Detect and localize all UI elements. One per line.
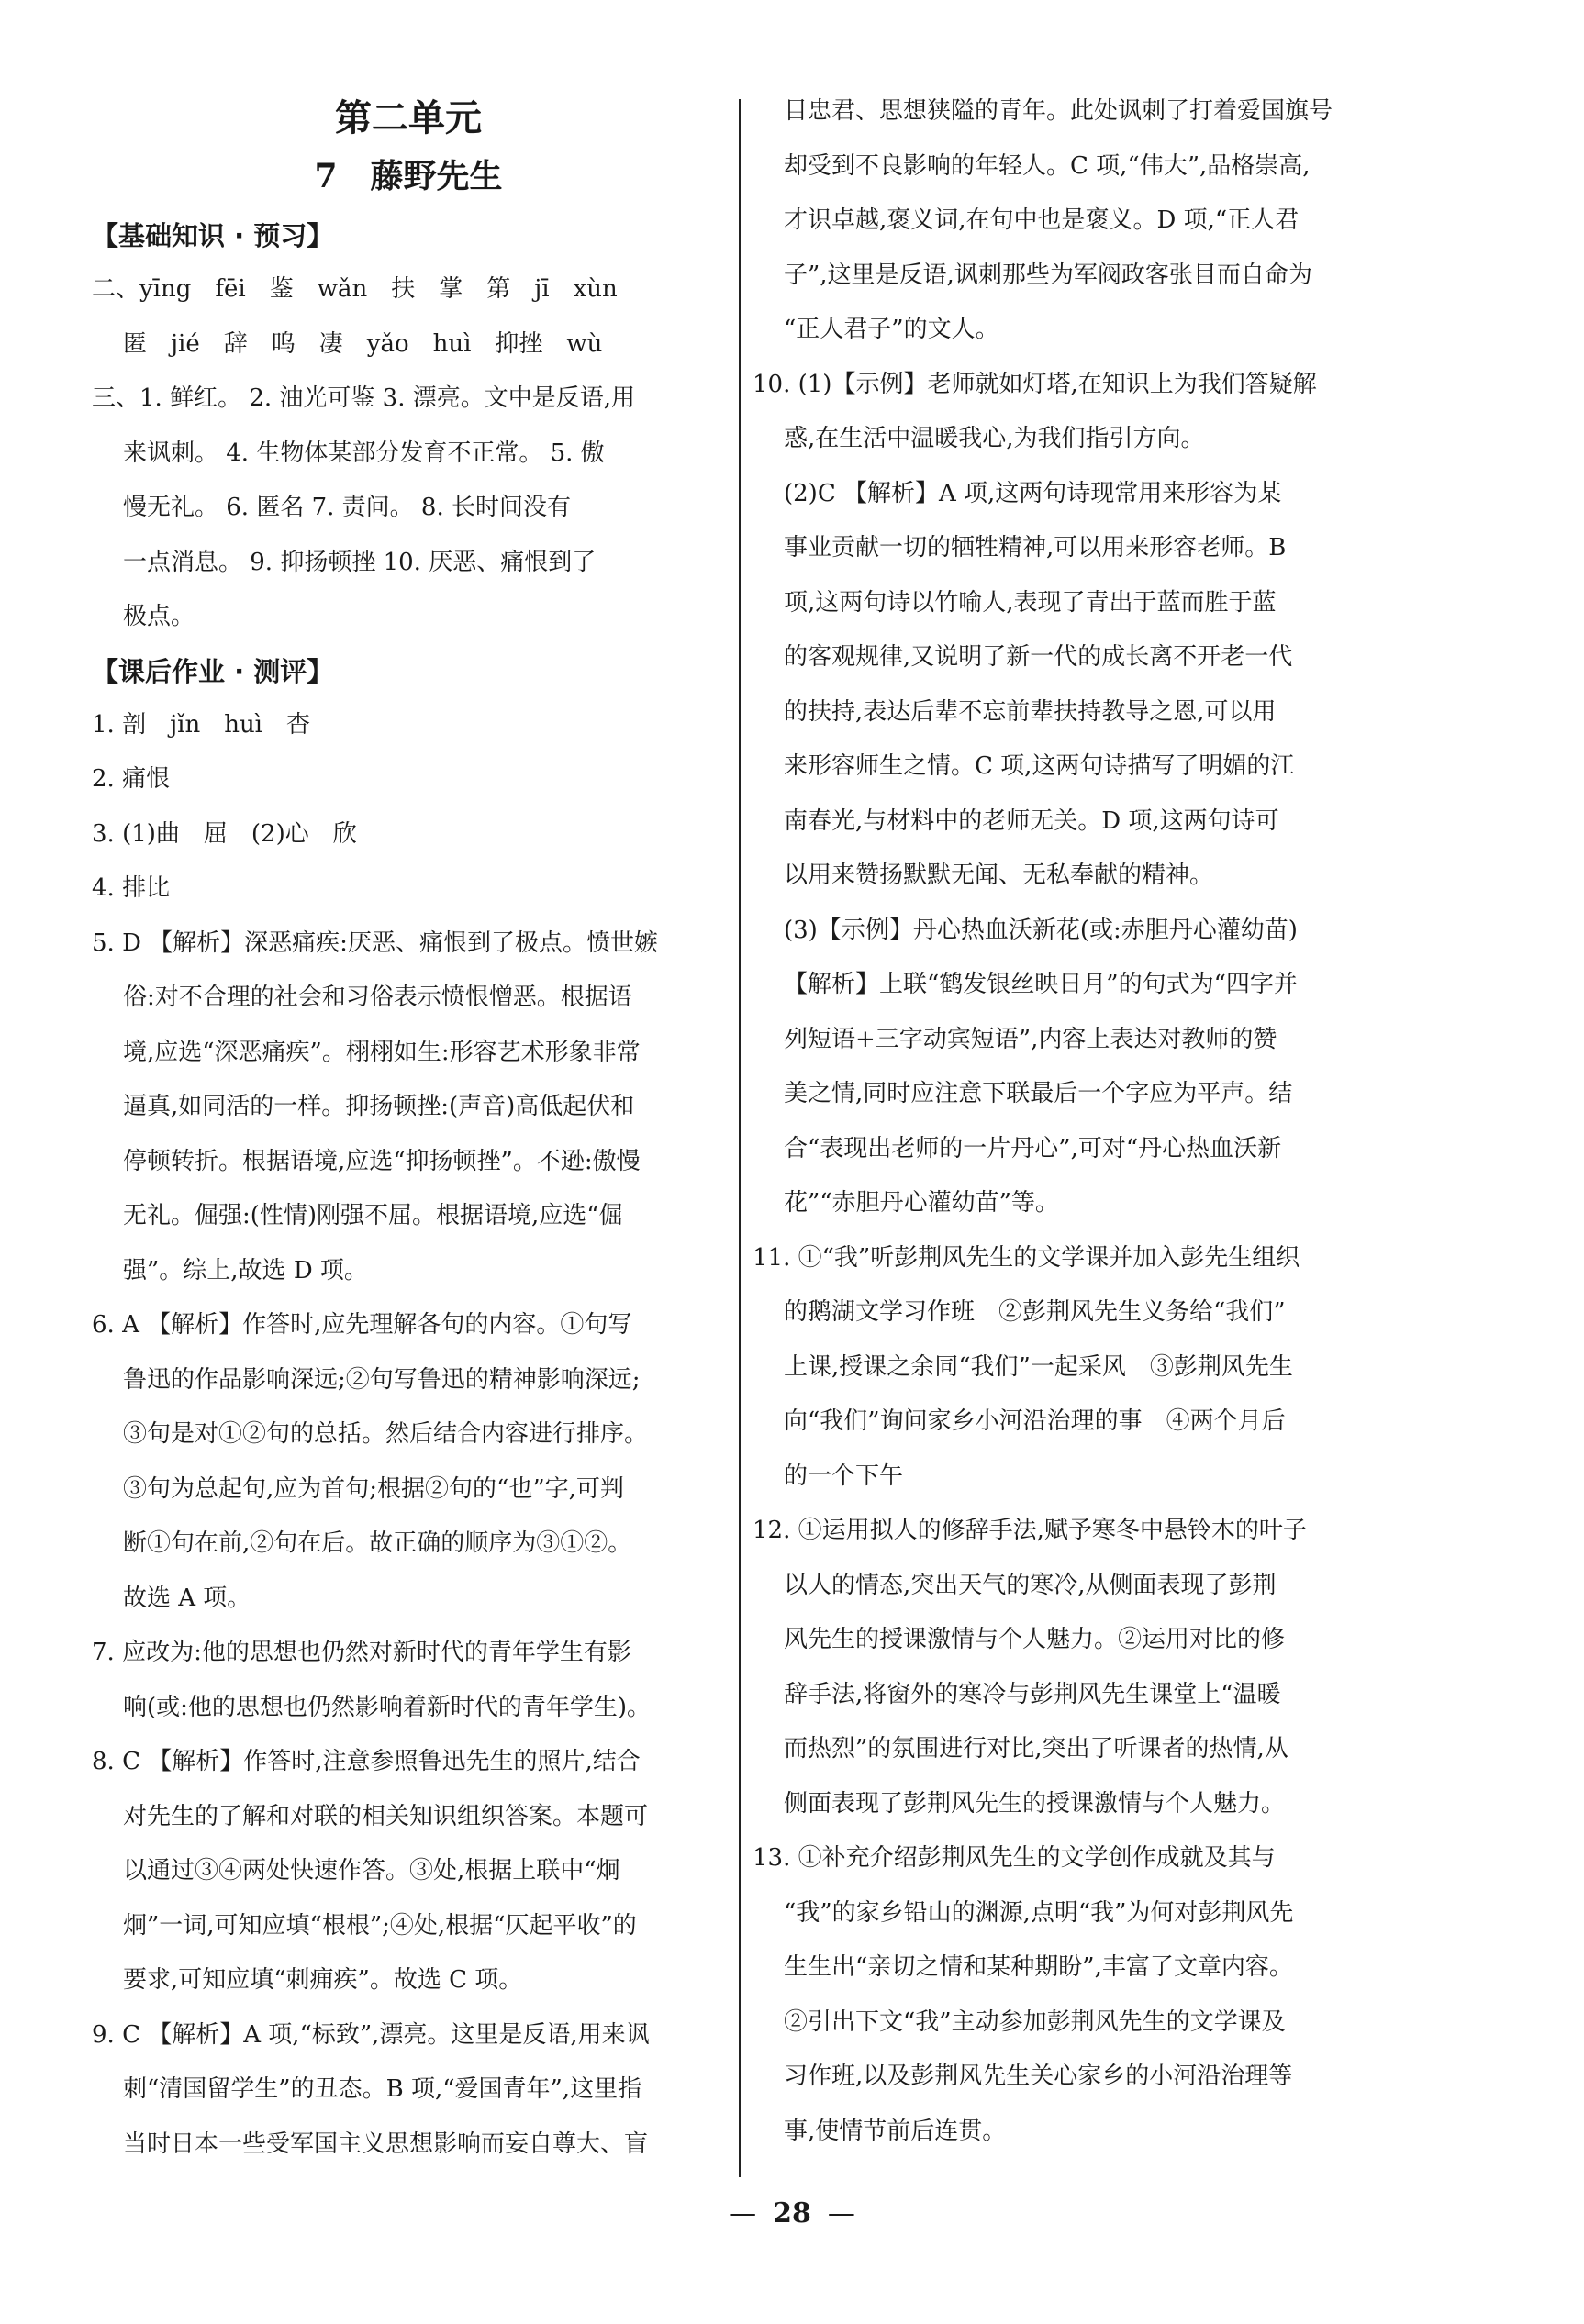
page-number: 28 bbox=[773, 2197, 811, 2229]
answer-1: 1. 剖 jǐn huì 杳 bbox=[92, 710, 310, 739]
answer-3: 3. (1)曲 屈 (2)心 欣 bbox=[92, 819, 357, 848]
text-line: 刺“清国留学生”的丑态。B 项,“爱国青年”,这里指 bbox=[123, 2075, 642, 2103]
footer-dash: — bbox=[827, 2197, 855, 2229]
text-line: 生生出“亲切之情和某种期盼”,丰富了文章内容。 bbox=[784, 1953, 1293, 1981]
text-line: 慢无礼。 6. 匿名 7. 责问。 8. 长时间没有 bbox=[123, 494, 572, 521]
pinyin-line: 二、yīng fēi 鉴 wǎn 扶 掌 第 jī xùn bbox=[92, 275, 618, 303]
text-line: 三、1. 鲜红。 2. 油光可鉴 3. 漂亮。文中是反语,用 bbox=[92, 384, 636, 412]
text-line: 极点。 bbox=[123, 603, 195, 630]
text-line: (3)【示例】丹心热血沃新花(或:赤胆丹心灌幼苗) bbox=[784, 916, 1298, 944]
text-line: 辞手法,将窗外的寒冷与彭荆风先生课堂上“温暖 bbox=[784, 1680, 1281, 1708]
text-line: ③句是对①②句的总括。然后结合内容进行排序。 bbox=[123, 1420, 649, 1448]
text-line: 故选 A 项。 bbox=[123, 1584, 251, 1612]
text-line: 断①句在前,②句在后。故正确的顺序为③①②。 bbox=[123, 1529, 632, 1557]
text-line: 8. C 【解析】作答时,注意参照鲁迅先生的照片,结合 bbox=[92, 1748, 641, 1775]
text-line: 13. ①补充介绍彭荆风先生的文学创作成就及其与 bbox=[753, 1844, 1276, 1872]
text-line: 以用来赞扬默默无闻、无私奉献的精神。 bbox=[784, 862, 1214, 889]
pinyin-answer bbox=[92, 262, 725, 372]
text-line: 鲁迅的作品影响深远;②句写鲁迅的精神影响深远; bbox=[123, 1365, 641, 1394]
text-line: 5. D 【解析】深恶痛疾:厌恶、痛恨到了极点。愤世嫉 bbox=[92, 928, 658, 957]
text-line: 6. A 【解析】作答时,应先理解各句的内容。①句写 bbox=[92, 1311, 632, 1339]
text-line: 俗:对不合理的社会和习俗表示愤恨憎恶。根据语 bbox=[123, 984, 632, 1011]
section-heading-preview: 【基础知识 · 预习】 bbox=[92, 220, 334, 251]
text-line: 以通过③④两处快速作答。③处,根据上联中“炯 bbox=[123, 1857, 620, 1885]
text-line: 侧面表现了彭荆风先生的授课激情与个人魅力。 bbox=[784, 1789, 1286, 1818]
text-line: 花”“赤胆丹心灌幼苗”等。 bbox=[784, 1189, 1059, 1217]
footer-dash: — bbox=[729, 2197, 757, 2229]
text-line: 惑,在生活中温暖我心,为我们指引方向。 bbox=[784, 425, 1205, 452]
text-line: 南春光,与材料中的老师无关。D 项,这两句诗可 bbox=[784, 806, 1279, 835]
text-line: 响(或:他的思想也仍然影响着新时代的青年学生)。 bbox=[123, 1693, 652, 1721]
text-line: 目忠君、思想狭隘的青年。此处讽刺了打着爱国旗号 bbox=[784, 97, 1333, 125]
answer-8 bbox=[92, 1735, 725, 2008]
text-line: 9. C 【解析】A 项,“标致”,漂亮。这里是反语,用来讽 bbox=[92, 2020, 650, 2049]
text-line: 美之情,同时应注意下联最后一个字应为平声。结 bbox=[784, 1080, 1293, 1107]
answer-9 bbox=[92, 2008, 725, 2173]
text-line: 却受到不良影响的年轻人。C 项,“伟大”,品格崇高, bbox=[784, 151, 1311, 180]
text-line: 的扶持,表达后辈不忘前辈扶持教导之恩,可以用 bbox=[784, 697, 1277, 726]
text-line: 事业贡献一切的牺牲精神,可以用来形容老师。B bbox=[784, 534, 1287, 562]
text-line: 【解析】上联“鹤发银丝映日月”的句式为“四字并 bbox=[784, 971, 1298, 998]
pinyin-line: 匿 jié 辞 呜 凄 yǎo huì 抑挫 wù bbox=[123, 329, 603, 358]
text-line: 要求,可知应填“刺痈疾”。故选 C 项。 bbox=[123, 1966, 523, 1994]
text-line: 10. (1)【示例】老师就如灯塔,在知识上为我们答疑解 bbox=[753, 370, 1317, 398]
text-line: 的鹅湖文学习作班 ②彭荆风先生义务给“我们” bbox=[784, 1298, 1286, 1326]
section-heading-homework: 【课后作业 · 测评】 bbox=[92, 655, 334, 687]
text-line: 向“我们”询问家乡小河沿治理的事 ④两个月后 bbox=[784, 1407, 1286, 1435]
text-line: 当时日本一些受军国主义思想影响而妄自尊大、盲 bbox=[123, 2129, 649, 2158]
answer-4: 4. 排比 bbox=[92, 874, 171, 902]
text-line: 风先生的授课激情与个人魅力。②运用对比的修 bbox=[784, 1626, 1286, 1653]
text-line: 对先生的了解和对联的相关知识组织答案。本题可 bbox=[123, 1802, 649, 1830]
text-line: 上课,授课之余同“我们”一起采风 ③彭荆风先生 bbox=[784, 1352, 1293, 1381]
text-line: 停顿转折。根据语境,应选“抑扬顿挫”。不逊:傲慢 bbox=[123, 1147, 641, 1175]
text-line: 7. 应改为:他的思想也仍然对新时代的青年学生有影 bbox=[92, 1639, 631, 1666]
answer-12 bbox=[753, 1504, 1386, 1831]
answer-9-continued bbox=[753, 84, 1386, 358]
text-line: 11. ①“我”听彭荆风先生的文学课并加入彭先生组织 bbox=[753, 1243, 1300, 1272]
text-line: 境,应选“深恶痛疾”。栩栩如生:形容艺术形象非常 bbox=[123, 1038, 641, 1066]
text-line: 而热烈”的氛围进行对比,突出了听课者的热情,从 bbox=[784, 1735, 1288, 1762]
text-line: 项,这两句诗以竹喻人,表现了青出于蓝而胜于蓝 bbox=[784, 588, 1277, 617]
text-line: ②引出下文“我”主动参加彭荆风先生的文学课及 bbox=[784, 2007, 1286, 2036]
answer-10-part2 bbox=[753, 467, 1386, 904]
text-line: 逼真,如同活的一样。抑扬顿挫:(声音)高低起伏和 bbox=[123, 1093, 635, 1120]
left-column bbox=[92, 92, 725, 2172]
text-line: 来形容师生之情。C 项,这两句诗描写了明媚的江 bbox=[784, 752, 1295, 780]
text-line: “我”的家乡铅山的渊源,点明“我”为何对彭荆风先 bbox=[784, 1898, 1294, 1927]
text-line: 合“表现出老师的一片丹心”,可对“丹心热血沃新 bbox=[784, 1134, 1282, 1162]
text-line: 强”。综上,故选 D 项。 bbox=[123, 1256, 368, 1284]
page-footer bbox=[0, 2197, 1584, 2229]
text-line: 子”,这里是反语,讽刺那些为军阀政客张目而自命为 bbox=[784, 261, 1312, 289]
text-line: 炯”一词,可知应填“根根”;④处,根据“仄起平收”的 bbox=[123, 1911, 637, 1940]
right-column bbox=[753, 92, 1386, 2159]
text-line: 以人的情态,突出天气的寒冷,从侧面表现了彭荆 bbox=[784, 1571, 1277, 1599]
text-line: 列短语+三字动宾短语”,内容上表达对教师的赞 bbox=[784, 1025, 1277, 1053]
text-line: 一点消息。 9. 抑扬顿挫 10. 厌恶、痛恨到了 bbox=[123, 548, 597, 576]
unit-title: 第二单元 bbox=[335, 96, 482, 139]
text-line: 事,使情节前后连贯。 bbox=[784, 2117, 1007, 2145]
answer-q3 bbox=[92, 372, 725, 645]
answer-6 bbox=[92, 1298, 725, 1626]
answer-2: 2. 痛恨 bbox=[92, 765, 171, 793]
text-line: 来讽刺。 4. 生物体某部分发育不正常。 5. 傲 bbox=[123, 439, 605, 467]
column-divider bbox=[739, 99, 741, 2177]
answer-13 bbox=[753, 1831, 1386, 2159]
text-line: “正人君子”的文人。 bbox=[784, 316, 999, 343]
text-line: 的客观规律,又说明了新一代的成长离不开老一代 bbox=[784, 643, 1293, 671]
text-line: 无礼。倔强:(性情)刚强不屈。根据语境,应选“倔 bbox=[123, 1202, 623, 1229]
text-line: 才识卓越,褒义词,在句中也是褒义。D 项,“正人君 bbox=[784, 206, 1300, 234]
answer-7 bbox=[92, 1626, 725, 1735]
text-line: (2)C 【解析】A 项,这两句诗现常用来形容为某 bbox=[784, 479, 1282, 507]
text-line: ③句为总起句,应为首句;根据②句的“也”字,可判 bbox=[123, 1474, 624, 1503]
lesson-title: 7 藤野先生 bbox=[314, 157, 503, 195]
answer-10-part1 bbox=[753, 358, 1386, 467]
answer-11 bbox=[753, 1231, 1386, 1505]
text-line: 习作班,以及彭荆风先生关心家乡的小河沿治理等 bbox=[784, 2063, 1293, 2090]
text-line: 12. ①运用拟人的修辞手法,赋予寒冬中悬铃木的叶子 bbox=[753, 1517, 1307, 1544]
answer-10-part3 bbox=[753, 904, 1386, 1231]
text-line: 的一个下午 bbox=[784, 1462, 904, 1490]
answer-5 bbox=[92, 917, 725, 1299]
